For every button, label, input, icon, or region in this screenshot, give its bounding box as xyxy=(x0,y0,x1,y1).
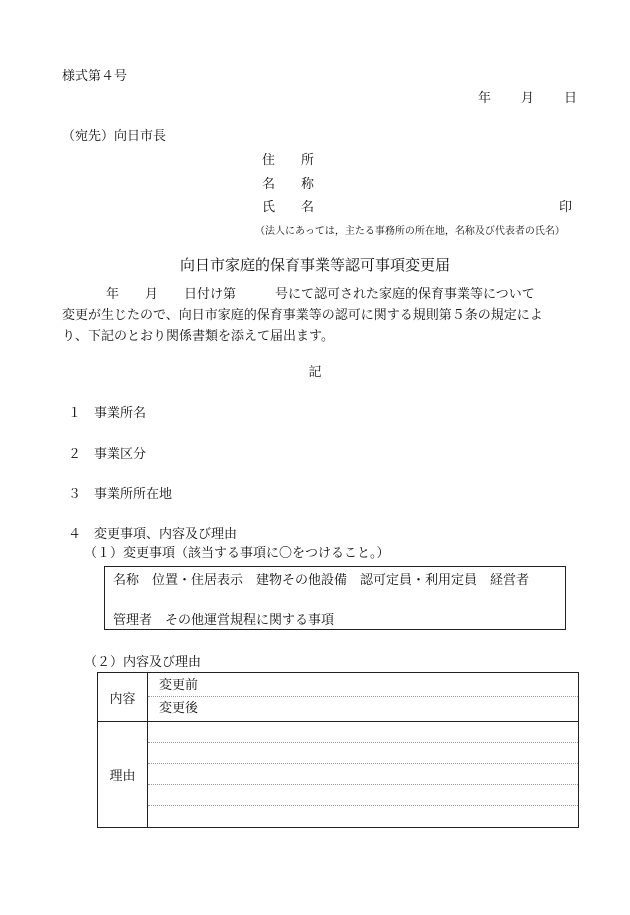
reason-line[interactable] xyxy=(148,722,578,743)
seal-mark: 印 xyxy=(559,200,573,215)
content-header: 内容 xyxy=(98,673,148,722)
change-items-box xyxy=(104,566,566,630)
ki-heading: 記 xyxy=(308,365,322,380)
item-facility-name: １ 事業所名 xyxy=(68,406,147,421)
section2-label: （２）内容及び理由 xyxy=(84,655,202,670)
reason-cell[interactable] xyxy=(148,722,579,828)
addressee: （宛先）向日市長 xyxy=(62,129,167,144)
reason-line[interactable] xyxy=(148,764,578,785)
applicant-person-label: 氏 名 xyxy=(262,200,315,215)
date-line xyxy=(478,92,577,105)
reason-line[interactable] xyxy=(148,806,578,827)
content-cell xyxy=(148,673,579,722)
item-change-details: ４ 変更事項、内容及び理由 xyxy=(68,527,238,542)
body-line-3: り、下記のとおり関係書類を添えて届出ます。 xyxy=(62,329,334,344)
before-row[interactable]: 変更前 xyxy=(148,674,578,697)
body-paragraph xyxy=(62,284,582,347)
date-month: 月 xyxy=(521,91,535,106)
change-items-row-2: 管理者 その他運営規程に関する事項 xyxy=(113,613,335,628)
corporation-note: （法人にあっては，主たる事務所の所在地，名称及び代表者の氏名） xyxy=(255,226,565,237)
reason-line[interactable] xyxy=(148,743,578,764)
applicant-address-label: 住 所 xyxy=(262,153,315,168)
item-business-category: ２ 事業区分 xyxy=(68,447,147,462)
after-row[interactable]: 変更後 xyxy=(159,701,199,716)
form-number: 様式第４号 xyxy=(62,69,128,84)
body-line-2: 変更が生じたので、向日市家庭的保育事業等の認可に関する規則第５条の規定によ xyxy=(62,308,543,323)
date-day: 日 xyxy=(564,91,578,106)
document-title: 向日市家庭的保育事業等認可事項変更届 xyxy=(179,256,450,274)
date-year: 年 xyxy=(478,91,492,106)
applicant-name-label: 名 称 xyxy=(262,177,315,192)
section1-label: （１）変更事項（該当する事項に〇をつけること。） xyxy=(84,546,390,561)
body-line-1: 年 月 日付け第 号にて認可された家庭的保育事業等について xyxy=(106,287,535,302)
reason-line[interactable] xyxy=(148,785,578,806)
content-reason-table xyxy=(97,672,579,828)
change-items-row-1: 名称 位置・住居表示 建物その他設備 認可定員・利用定員 経営者 xyxy=(113,573,530,588)
reason-header: 理由 xyxy=(98,722,148,828)
item-facility-location: ３ 事業所所在地 xyxy=(68,487,173,502)
